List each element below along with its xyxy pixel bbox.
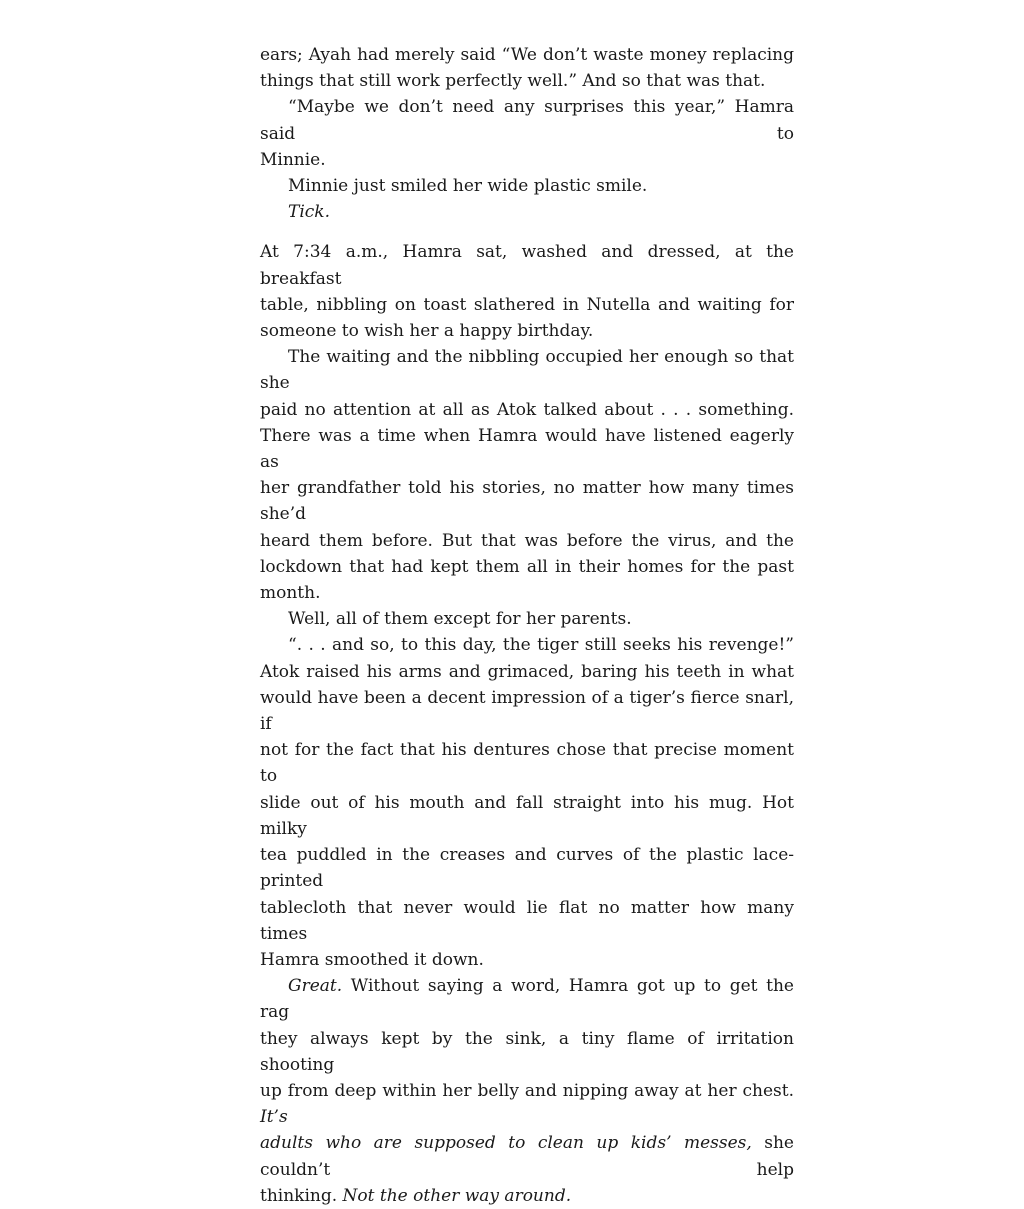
text-run: At 7:34 a.m., Hamra sat, washed and dressed, at the breakfast [260, 242, 794, 289]
text-run: “Maybe we don’t need any surprises this year,” Hamra said to [260, 97, 794, 144]
italic-text: Great. [288, 976, 343, 997]
italic-text: Tick. [288, 202, 331, 223]
text-run: ears; Ayah had merely said “We don’t waste money replacing [260, 45, 794, 65]
paragraph [260, 606, 794, 632]
text-run: month. [260, 583, 321, 604]
text-line [260, 659, 794, 685]
text-line [260, 737, 794, 789]
text-run: Minnie. [260, 149, 326, 170]
text-run: not for the fact that his dentures chose that precise moment to [260, 740, 794, 787]
text-run: paid no attention at all as Atok talked about . . . something. [260, 399, 794, 420]
text-line [260, 397, 794, 423]
paragraph [260, 42, 794, 94]
text-line [260, 632, 794, 658]
text-run: she couldn’t help [260, 1133, 794, 1180]
text-run: her grandfather told his stories, no matter how many times she’d [260, 478, 794, 525]
paragraph [260, 199, 794, 225]
text-run: Well, all of them except for her parents. [288, 609, 632, 630]
text-line [260, 147, 794, 173]
text-line [260, 94, 794, 146]
text-run: Without saying a word, Hamra got up to get the rag [260, 976, 794, 1023]
italic-text: adults who are supposed to clean up kids’ messes, [260, 1133, 752, 1154]
text-line [260, 842, 794, 894]
text-run: things that still work perfectly well.” And so that was that. [260, 71, 766, 92]
text-run: lockdown that had kept them all in their homes for the past [260, 556, 794, 577]
paragraph [260, 344, 794, 606]
text-run: would have been a decent impression of a tiger’s fierce snarl, if [260, 687, 794, 735]
paragraph [260, 239, 794, 344]
text-line [260, 685, 794, 737]
text-run: Minnie just smiled her wide plastic smile. [288, 176, 648, 197]
text-run: Hamra smoothed it down. [260, 949, 484, 970]
text-line [260, 475, 794, 527]
text-line [260, 895, 794, 947]
text-line [260, 173, 794, 199]
italic-text: Not the other way around. [342, 1185, 572, 1206]
text-line [260, 199, 794, 225]
text-line [260, 790, 794, 842]
text-line [260, 606, 794, 632]
text-line [260, 947, 794, 973]
text-run: they always kept by the sink, a tiny flame of irritation shooting [260, 1028, 794, 1075]
italic-text: It’s [260, 1107, 288, 1128]
text-line [260, 344, 794, 396]
paragraph [260, 94, 794, 173]
text-run: The waiting and the nibbling occupied her enough so that she [260, 347, 794, 394]
text-run: heard them before. But that was before the virus, and the [260, 530, 794, 551]
text-run: tea puddled in the creases and curves of the plastic lace-printed [260, 845, 794, 892]
book-page [260, 42, 794, 1209]
text-run: thinking. [260, 1185, 343, 1206]
text-line [260, 1026, 794, 1078]
text-run: someone to wish her a happy birthday. [260, 321, 594, 342]
paragraph [260, 632, 794, 973]
paragraph [260, 173, 794, 199]
text-run: table, nibbling on toast slathered in Nutella and waiting for [260, 294, 794, 315]
text-line [260, 292, 794, 318]
text-line [260, 423, 794, 475]
text-run: There was a time when Hamra would have listened eagerly as [260, 425, 794, 473]
text-line [260, 1130, 794, 1182]
text-line [260, 68, 794, 94]
text-line [260, 528, 794, 554]
paragraph [260, 973, 794, 1209]
text-run: tablecloth that never would lie flat no matter how many times [260, 897, 794, 944]
text-line [260, 1078, 794, 1130]
text-run: “. . . and so, to this day, the tiger still seeks his revenge!” [288, 635, 794, 656]
text-line [260, 973, 794, 1025]
text-run: slide out of his mouth and fall straight into his mug. Hot milky [260, 792, 794, 839]
text-line [260, 580, 794, 606]
text-line [260, 42, 794, 68]
text-line [260, 318, 794, 344]
text-line [260, 554, 794, 580]
text-line [260, 239, 794, 291]
text-run: up from deep within her belly and nipping away at her chest. [260, 1080, 794, 1101]
text-line [260, 1183, 794, 1209]
text-run: Atok raised his arms and grimaced, baring his teeth in what [260, 661, 794, 682]
